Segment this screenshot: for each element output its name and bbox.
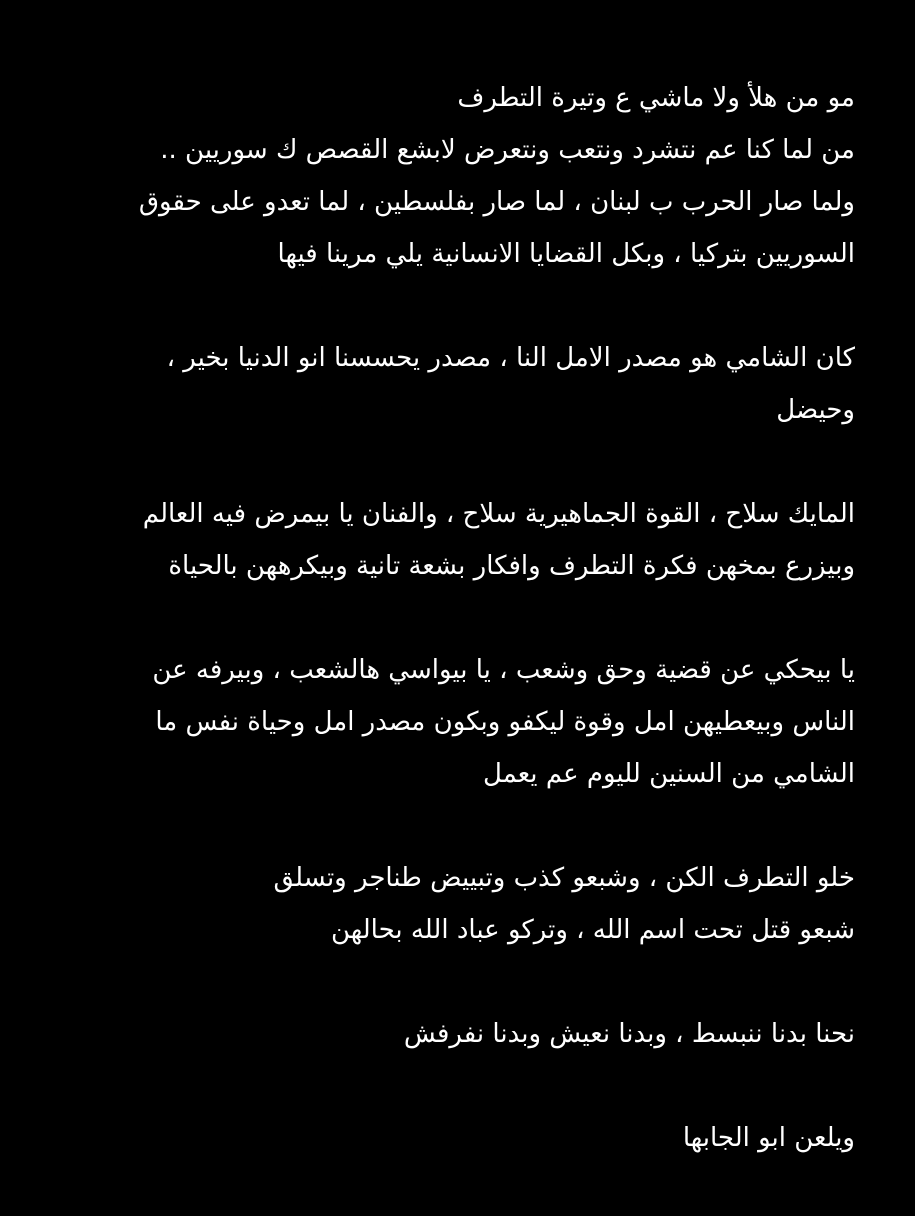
paragraph-6 [60,1008,855,1060]
text-line: وبيزرع بمخهن فكرة التطرف وافكار بشعة تانية وبيكرههن بالحياة [168,551,855,581]
paragraph-2 [60,332,855,436]
text-line: يا بيحكي عن قضية وحق وشعب ، يا بيواسي هالشعب ، وبيرفه عن [152,655,855,685]
text-line: الناس وبيعطيهن امل وقوة ليكفو وبكون مصدر امل وحياة نفس ما [155,707,855,737]
paragraph-7 [60,1112,855,1164]
text-line: ويلعن ابو الجابها [682,1123,855,1153]
text-line: المايك سلاح ، القوة الجماهيرية سلاح ، والفنان يا بيمرض فيه العالم [142,499,855,529]
text-line: ولما صار الحرب ب لبنان ، لما صار بفلسطين ، لما تعدو على حقوق [138,187,855,217]
text-line: كان الشامي هو مصدر الامل النا ، مصدر يحسسنا انو الدنيا بخير ، [166,343,855,373]
paragraph-5 [60,852,855,956]
text-line: السوريين بتركيا ، وبكل القضايا الانسانية يلي مرينا فيها [277,239,855,269]
note-body [60,72,855,1216]
paragraph-3 [60,488,855,592]
paragraph-4 [60,644,855,800]
text-line: من لما كنا عم نتشرد ونتعب ونتعرض لابشع القصص ك سوريين .. [160,135,855,165]
text-line: الشامي من السنين لليوم عم يعمل [483,759,855,789]
text-line: وحيضل [776,395,855,425]
text-line: نحنا بدنا ننبسط ، وبدنا نعيش وبدنا نفرفش [403,1019,855,1049]
text-line: خلو التطرف الكن ، وشبعو كذب وتبييض طناجر وتسلق [273,863,855,893]
paragraph-1 [60,72,855,280]
text-line: شبعو قتل تحت اسم الله ، وتركو عباد الله بحالهن [330,915,855,945]
text-line: مو من هلأ ولا ماشي ع وتيرة التطرف [457,83,855,113]
